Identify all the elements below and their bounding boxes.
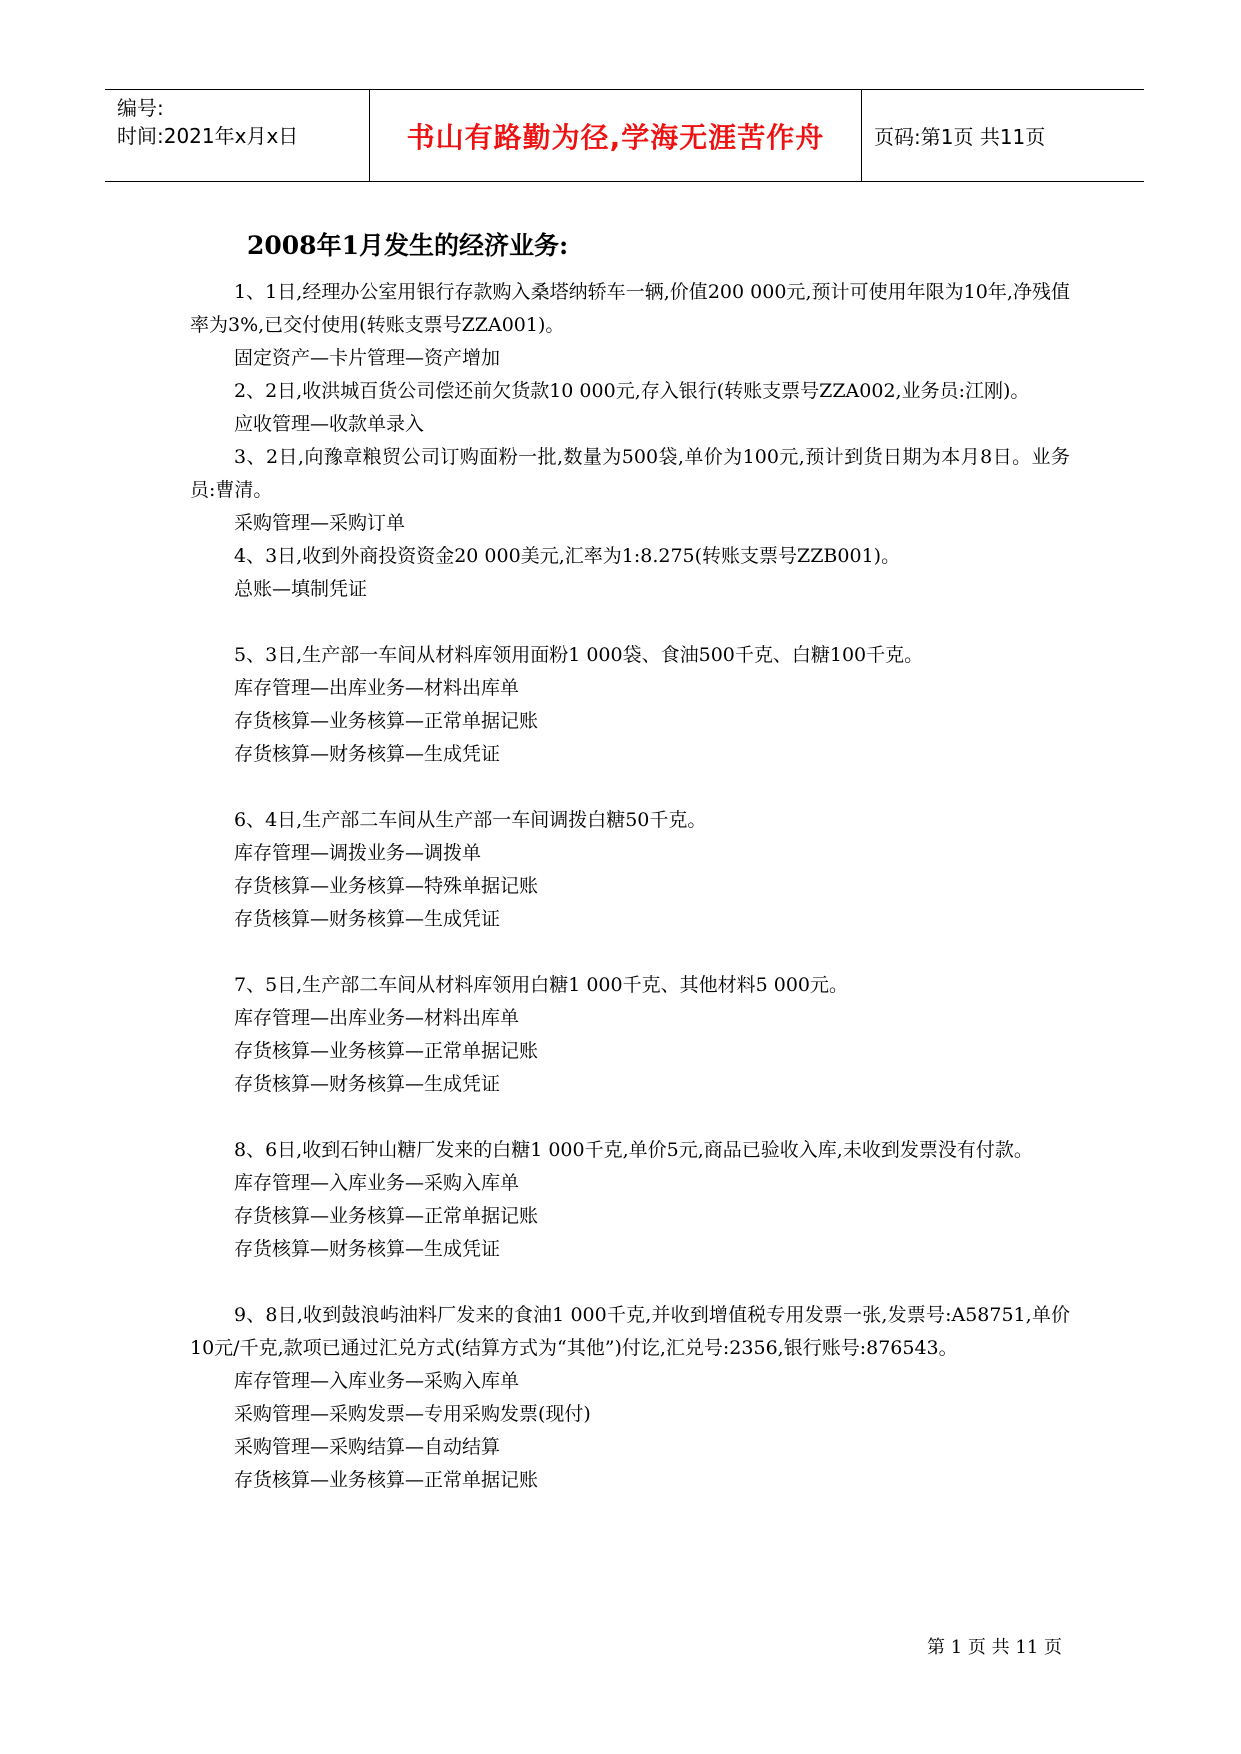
business-item-2: 2、2日,收洪城百货公司偿还前欠货款10 000元,存入银行(转账支票号ZZA002,业务员:江刚)。	[234, 380, 1030, 402]
business-item-7: 7、5日,生产部二车间从材料库领用白糖1 000千克、其他材料5 000元。	[234, 974, 849, 996]
business-item-5: 5、3日,生产部一车间从材料库领用面粉1 000袋、食油500千克、白糖100千克。	[234, 644, 924, 666]
spacer	[190, 606, 1070, 639]
operation-path: 存货核算—财务核算—生成凭证	[234, 908, 501, 930]
header-info-cell	[105, 90, 370, 181]
operation-path: 采购管理—采购订单	[234, 512, 406, 534]
time-label: 时间:2021年x月x日	[117, 124, 299, 148]
operation-path: 采购管理—采购结算—自动结算	[234, 1436, 501, 1458]
operation-path: 存货核算—业务核算—正常单据记账	[234, 1205, 539, 1227]
operation-path: 库存管理—调拨业务—调拨单	[234, 842, 482, 864]
business-item-9: 9、8日,收到鼓浪屿油料厂发来的食油1 000千克,并收到增值税专用发票一张,发票号:A58751,单价10元/千克,款项已通过汇兑方式(结算方式为“其他”)付讫,汇兑号:2356,银行账号:876543。	[190, 1304, 1070, 1359]
operation-path: 采购管理—采购发票—专用采购发票(现付)	[234, 1403, 591, 1425]
operation-path: 存货核算—业务核算—正常单据记账	[234, 1040, 539, 1062]
operation-path: 总账—填制凭证	[234, 578, 368, 600]
spacer	[190, 771, 1070, 804]
page-footer: 第 1 页 共 11 页	[927, 1637, 1062, 1658]
header-page-cell	[862, 90, 1144, 181]
operation-path: 固定资产—卡片管理—资产增加	[234, 347, 501, 369]
header-motto-cell	[370, 90, 862, 181]
business-item-3: 3、2日,向豫章粮贸公司订购面粉一批,数量为500袋,单价为100元,预计到货日期为本月8日。业务员:曹清。	[190, 446, 1070, 501]
business-item-1: 1、1日,经理办公室用银行存款购入桑塔纳轿车一辆,价值200 000元,预计可使用年限为10年,净残值率为3%,已交付使用(转账支票号ZZA001)。	[190, 281, 1070, 336]
page-header	[105, 89, 1144, 182]
spacer	[190, 936, 1070, 969]
operation-path: 应收管理—收款单录入	[234, 413, 425, 435]
business-item-8: 8、6日,收到石钟山糖厂发来的白糖1 000千克,单价5元,商品已验收入库,未收到发票没有付款。	[234, 1139, 1033, 1161]
business-item-4: 4、3日,收到外商投资资金20 000美元,汇率为1:8.275(转账支票号ZZB001)。	[234, 545, 901, 567]
spacer	[190, 1266, 1070, 1299]
operation-path: 库存管理—出库业务—材料出库单	[234, 677, 520, 699]
operation-path: 存货核算—财务核算—生成凭证	[234, 1073, 501, 1095]
page-code: 页码:第1页 共11页	[874, 125, 1046, 149]
operation-path: 存货核算—业务核算—正常单据记账	[234, 1469, 539, 1491]
operation-path: 存货核算—财务核算—生成凭证	[234, 743, 501, 765]
operation-path: 存货核算—业务核算—特殊单据记账	[234, 875, 539, 897]
business-item-6: 6、4日,生产部二车间从生产部一车间调拨白糖50千克。	[234, 809, 707, 831]
document-title: 2008年1月发生的经济业务:	[247, 231, 569, 260]
spacer	[190, 1101, 1070, 1134]
operation-path: 存货核算—业务核算—正常单据记账	[234, 710, 539, 732]
motto-text: 书山有路勤为径,学海无涯苦作舟	[406, 120, 825, 154]
operation-path: 库存管理—出库业务—材料出库单	[234, 1007, 520, 1029]
operation-path: 存货核算—财务核算—生成凭证	[234, 1238, 501, 1260]
operation-path: 库存管理—入库业务—采购入库单	[234, 1172, 520, 1194]
business-list	[190, 276, 1070, 1497]
operation-path: 库存管理—入库业务—采购入库单	[234, 1370, 520, 1392]
number-label: 编号:	[117, 96, 164, 120]
